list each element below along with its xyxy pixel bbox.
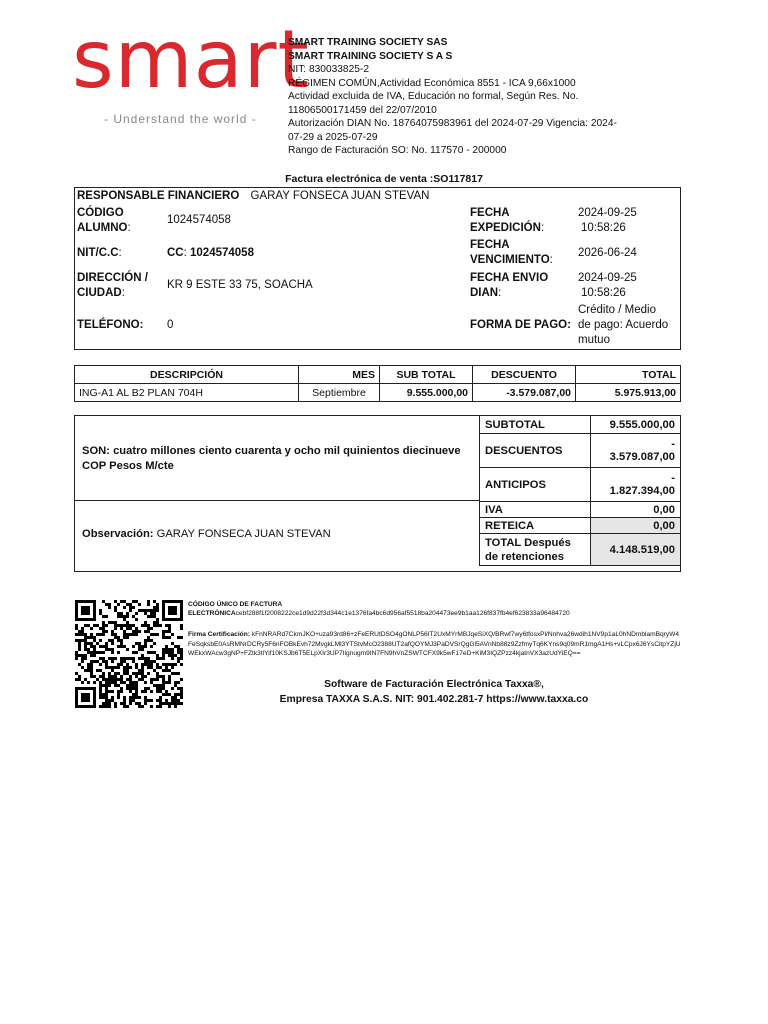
col-subtotal: SUB TOTAL bbox=[380, 366, 473, 384]
observacion-value: GARAY FONSECA JUAN STEVAN bbox=[156, 528, 331, 540]
cufe-value: cebf288f1f2008222ce1d9d22f3d344c1e1376fa4bc6d956af5518ba204473ee9b1aa126f837fb4ef623833a96484720 bbox=[235, 610, 570, 617]
firma-certificacion bbox=[188, 630, 683, 659]
forma-pago-label: FORMA DE PAGO: bbox=[470, 319, 571, 331]
anticipos-value: - 1.827.394,00 bbox=[591, 468, 681, 502]
subtotal-label: SUBTOTAL bbox=[480, 416, 591, 434]
total-row bbox=[480, 534, 681, 566]
responsable-label: RESPONSABLE FINANCIERO bbox=[77, 190, 240, 202]
observacion: Observación: GARAY FONSECA JUAN STEVAN bbox=[82, 528, 331, 540]
subtotal-row bbox=[480, 416, 681, 434]
fecha-envio-value: 2024-09-25 10:58:26 bbox=[578, 272, 637, 299]
fecha-expedicion-value: 2024-09-25 10:58:26 bbox=[578, 207, 637, 234]
firma-value: kFnNRARd7CkmJKO+uza93rd86+zFeERUtDSO4gONLP56IT2UxMYrMBJqeSiXQ/BRwf7wy6tfosxPl/Nnhva26wdih1NV9p1aL0hNDmblamBqryW4FeSqksbE0AsRMNrDCRy5F6nFOBkEvh72MvgkLMl3YTStvMcO2388UT2afQOYMJ3PaDVSrQgGl5AVnNb88z9ZzfmyTq6KYns9q09mR1mgA1Hs+vLCpx6J6YsCitpYZjUWEkxWAcw3gNP+FZtk3tlYif10KSJb6T5ELpXIr3UP7Ilgnugm9IN7FN9hVnZSWTCFX9k5wF17eD+KiM3IQZPzz4kjatnVX3azUdYiEQ== bbox=[188, 631, 681, 657]
codigo-label: CÓDIGO ALUMNO: bbox=[77, 207, 131, 234]
fecha-expedicion-label: FECHA EXPEDICIÓN: bbox=[470, 207, 545, 234]
software-line-1: Software de Facturación Electrónica Taxxa®, bbox=[324, 679, 544, 690]
descuentos-label: DESCUENTOS bbox=[480, 434, 591, 468]
iva-row bbox=[480, 502, 681, 518]
reteica-value: 0,00 bbox=[591, 518, 681, 534]
company-header bbox=[288, 36, 628, 158]
forma-pago-value: Crédito / Medio de pago: Acuerdo mutuo bbox=[578, 304, 669, 346]
totals-table bbox=[479, 415, 681, 566]
item-descuento: -3.579.087,00 bbox=[473, 384, 576, 402]
anticipos-label: ANTICIPOS bbox=[480, 468, 591, 502]
software-line-2: Empresa TAXXA S.A.S. NIT: 901.402.281-7 https://www.taxxa.co bbox=[279, 693, 589, 705]
company-nit: NIT: 830033825-2 bbox=[288, 64, 369, 75]
subtotal-value: 9.555.000,00 bbox=[591, 416, 681, 434]
descuentos-value: - 3.579.087,00 bbox=[591, 434, 681, 468]
company-logo: smart bbox=[72, 13, 310, 106]
fecha-vencimiento-value: 2026-06-24 bbox=[578, 247, 637, 259]
totals-divider bbox=[74, 500, 479, 501]
item-mes: Septiembre bbox=[299, 384, 380, 402]
software-footer bbox=[0, 678, 768, 707]
anticipos-row bbox=[480, 468, 681, 502]
codigo-value: 1024574058 bbox=[167, 214, 231, 226]
cufe bbox=[188, 600, 683, 618]
company-authorization: Autorización DIAN No. 18764075983961 del 2024-07-29 Vigencia: 2024-07-29 a 2025-07-29 bbox=[288, 118, 617, 143]
iva-value: 0,00 bbox=[591, 502, 681, 518]
col-descuento: DESCUENTO bbox=[473, 366, 576, 384]
nit-value: CC: 1024574058 bbox=[167, 247, 254, 259]
company-legal-name: SMART TRAINING SOCIETY S A S bbox=[288, 50, 453, 62]
total-label: TOTAL Después de retenciones bbox=[480, 534, 591, 566]
telefono-value: 0 bbox=[167, 319, 174, 331]
items-table bbox=[74, 365, 681, 402]
company-name: SMART TRAINING SOCIETY SAS bbox=[288, 37, 448, 48]
direccion-label: DIRECCIÓN / CIUDAD: bbox=[77, 272, 148, 299]
company-invoice-range: Rango de Facturación SO: No. 117570 - 200000 bbox=[288, 145, 507, 156]
col-mes: MES bbox=[299, 366, 380, 384]
responsable-row bbox=[77, 189, 429, 204]
fecha-vencimiento-label: FECHA VENCIMIENTO: bbox=[470, 239, 553, 266]
direccion-value: KR 9 ESTE 33 75, SOACHA bbox=[167, 279, 313, 291]
firma-label: Firma Certificación: bbox=[188, 631, 250, 638]
telefono-label: TELÉFONO: bbox=[77, 319, 144, 331]
reteica-label: RETEICA bbox=[480, 518, 591, 534]
reteica-row bbox=[480, 518, 681, 534]
company-activity: Actividad excluida de IVA, Educación no formal, Según Res. No. 11806500171459 del 22/07/2010 bbox=[288, 91, 579, 116]
invoice-title: Factura electrónica de venta :SO117817 bbox=[285, 173, 483, 185]
descuentos-row bbox=[480, 434, 681, 468]
iva-label: IVA bbox=[480, 502, 591, 518]
items-header-row bbox=[75, 366, 681, 384]
responsable-value: GARAY FONSECA JUAN STEVAN bbox=[250, 190, 430, 202]
item-subtotal: 9.555.000,00 bbox=[380, 384, 473, 402]
col-descripcion: DESCRIPCIÓN bbox=[75, 366, 299, 384]
amount-in-words: SON: cuatro millones ciento cuarenta y ocho mil quinientos diecinueve COP Pesos M/cte bbox=[82, 445, 461, 472]
fecha-envio-label: FECHA ENVIO DIAN: bbox=[470, 272, 549, 299]
col-total: TOTAL bbox=[576, 366, 681, 384]
item-descripcion: ING-A1 AL B2 PLAN 704H bbox=[75, 384, 299, 402]
cufe-label-1: CÓDIGO ÚNICO DE FACTURA bbox=[188, 601, 283, 608]
cufe-label-2: ELECTRÓNICA bbox=[188, 610, 236, 617]
item-total: 5.975.913,00 bbox=[576, 384, 681, 402]
company-regimen: RÉGIMEN COMÚN,Actividad Económica 8551 - ICA 9,66x1000 bbox=[288, 77, 576, 89]
total-value: 4.148.519,00 bbox=[591, 534, 681, 566]
table-row bbox=[75, 384, 681, 402]
nit-label: NIT/C.C: bbox=[77, 247, 122, 259]
logo-tagline: - Understand the world - bbox=[104, 112, 257, 126]
